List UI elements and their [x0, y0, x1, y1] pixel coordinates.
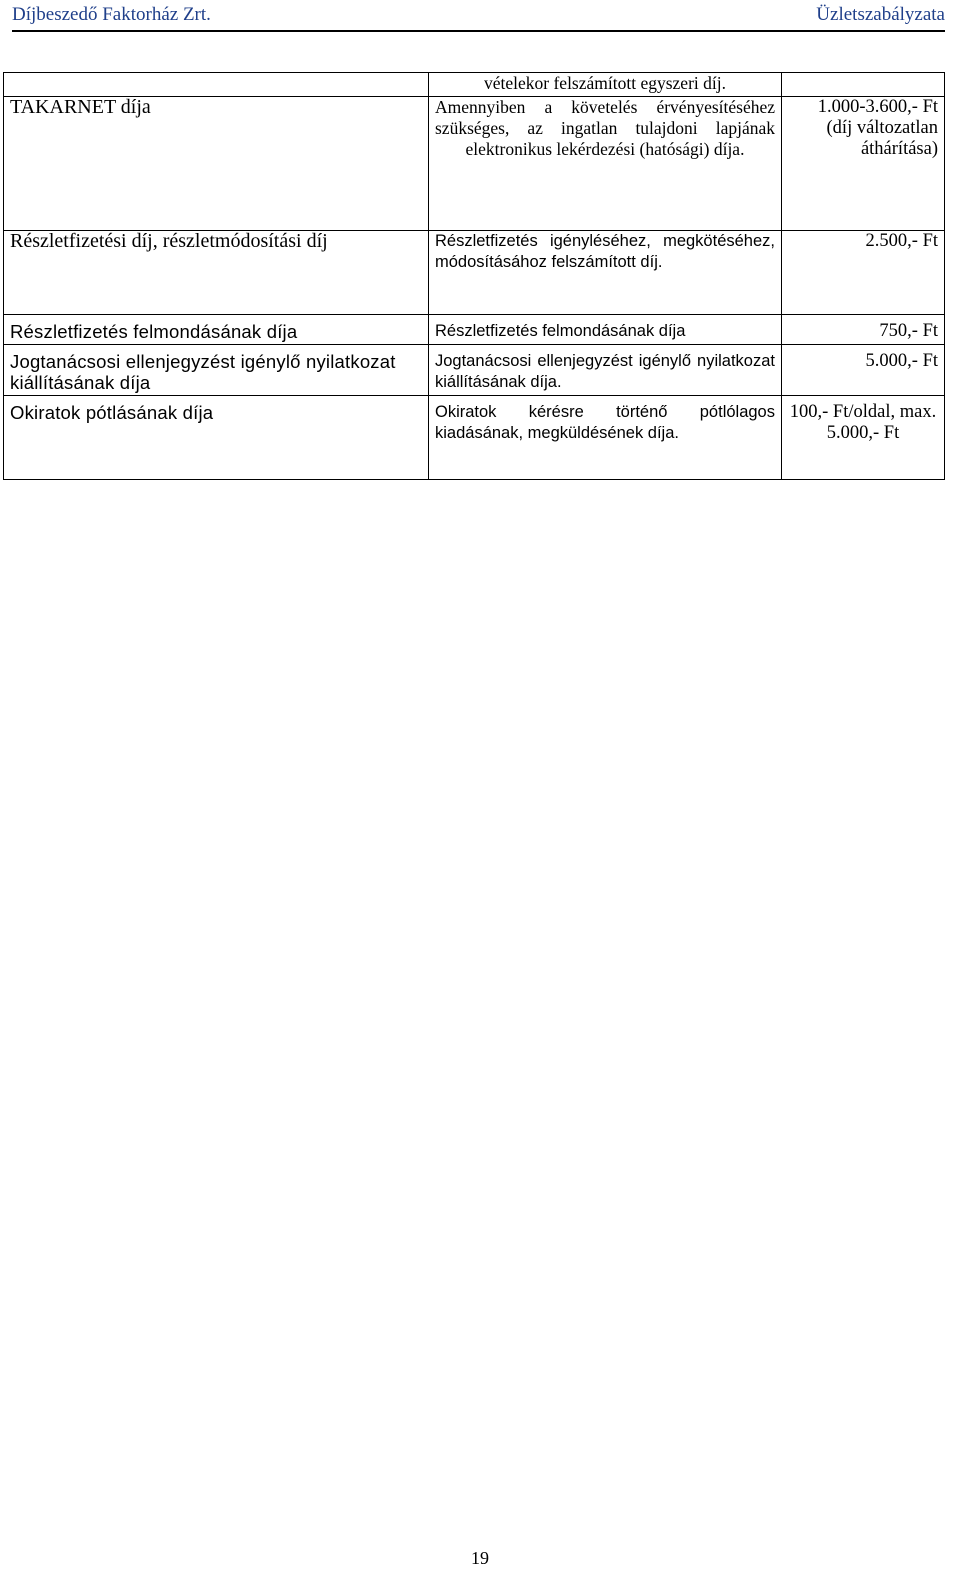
- company-name: Díjbeszedő Faktorház Zrt.: [12, 4, 211, 25]
- fee-description: Okiratok kérésre történő pótlólagos kiadásának, megküldésének díja.: [429, 396, 782, 480]
- fee-amount: 750,- Ft: [782, 315, 945, 345]
- fee-amount: 5.000,- Ft: [782, 345, 945, 396]
- fee-name: Részletfizetési díj, részletmódosítási díj: [4, 231, 429, 315]
- fee-name: Részletfizetés felmondásának díja: [4, 315, 429, 345]
- fee-description: vételekor felszámított egyszeri díj.: [429, 73, 782, 97]
- fee-name: Okiratok pótlásának díja: [4, 396, 429, 480]
- fee-name: TAKARNET díja: [4, 97, 429, 231]
- fee-description: Részletfizetés felmondásának díja: [429, 315, 782, 345]
- fee-name: [4, 73, 429, 97]
- fee-description: Amennyiben a követelés érvényesítéséhez szükséges, az ingatlan tulajdoni lapjának elektronikus lekérdezési (hatósági) díja.: [429, 97, 782, 231]
- page-header: [12, 0, 945, 32]
- fee-amount: 100,- Ft/oldal, max. 5.000,- Ft: [782, 396, 945, 480]
- table-row: [4, 315, 945, 345]
- document-title: Üzletszabályzata: [816, 4, 945, 25]
- table-row: [4, 396, 945, 480]
- fee-amount: 1.000-3.600,- Ft (díj változatlan áthárítása): [782, 97, 945, 231]
- table-row: [4, 231, 945, 315]
- table-row: [4, 97, 945, 231]
- fee-table: [3, 72, 945, 480]
- fee-amount: [782, 73, 945, 97]
- fee-name: Jogtanácsosi ellenjegyzést igénylő nyilatkozat kiállításának díja: [4, 345, 429, 396]
- fee-description: Részletfizetés igényléséhez, megkötéséhez, módosításához felszámított díj.: [429, 231, 782, 315]
- fee-amount: 2.500,- Ft: [782, 231, 945, 315]
- fee-description: Jogtanácsosi ellenjegyzést igénylő nyilatkozat kiállításának díja.: [429, 345, 782, 396]
- table-row: [4, 73, 945, 97]
- table-row: [4, 345, 945, 396]
- page-number: 19: [471, 1548, 489, 1568]
